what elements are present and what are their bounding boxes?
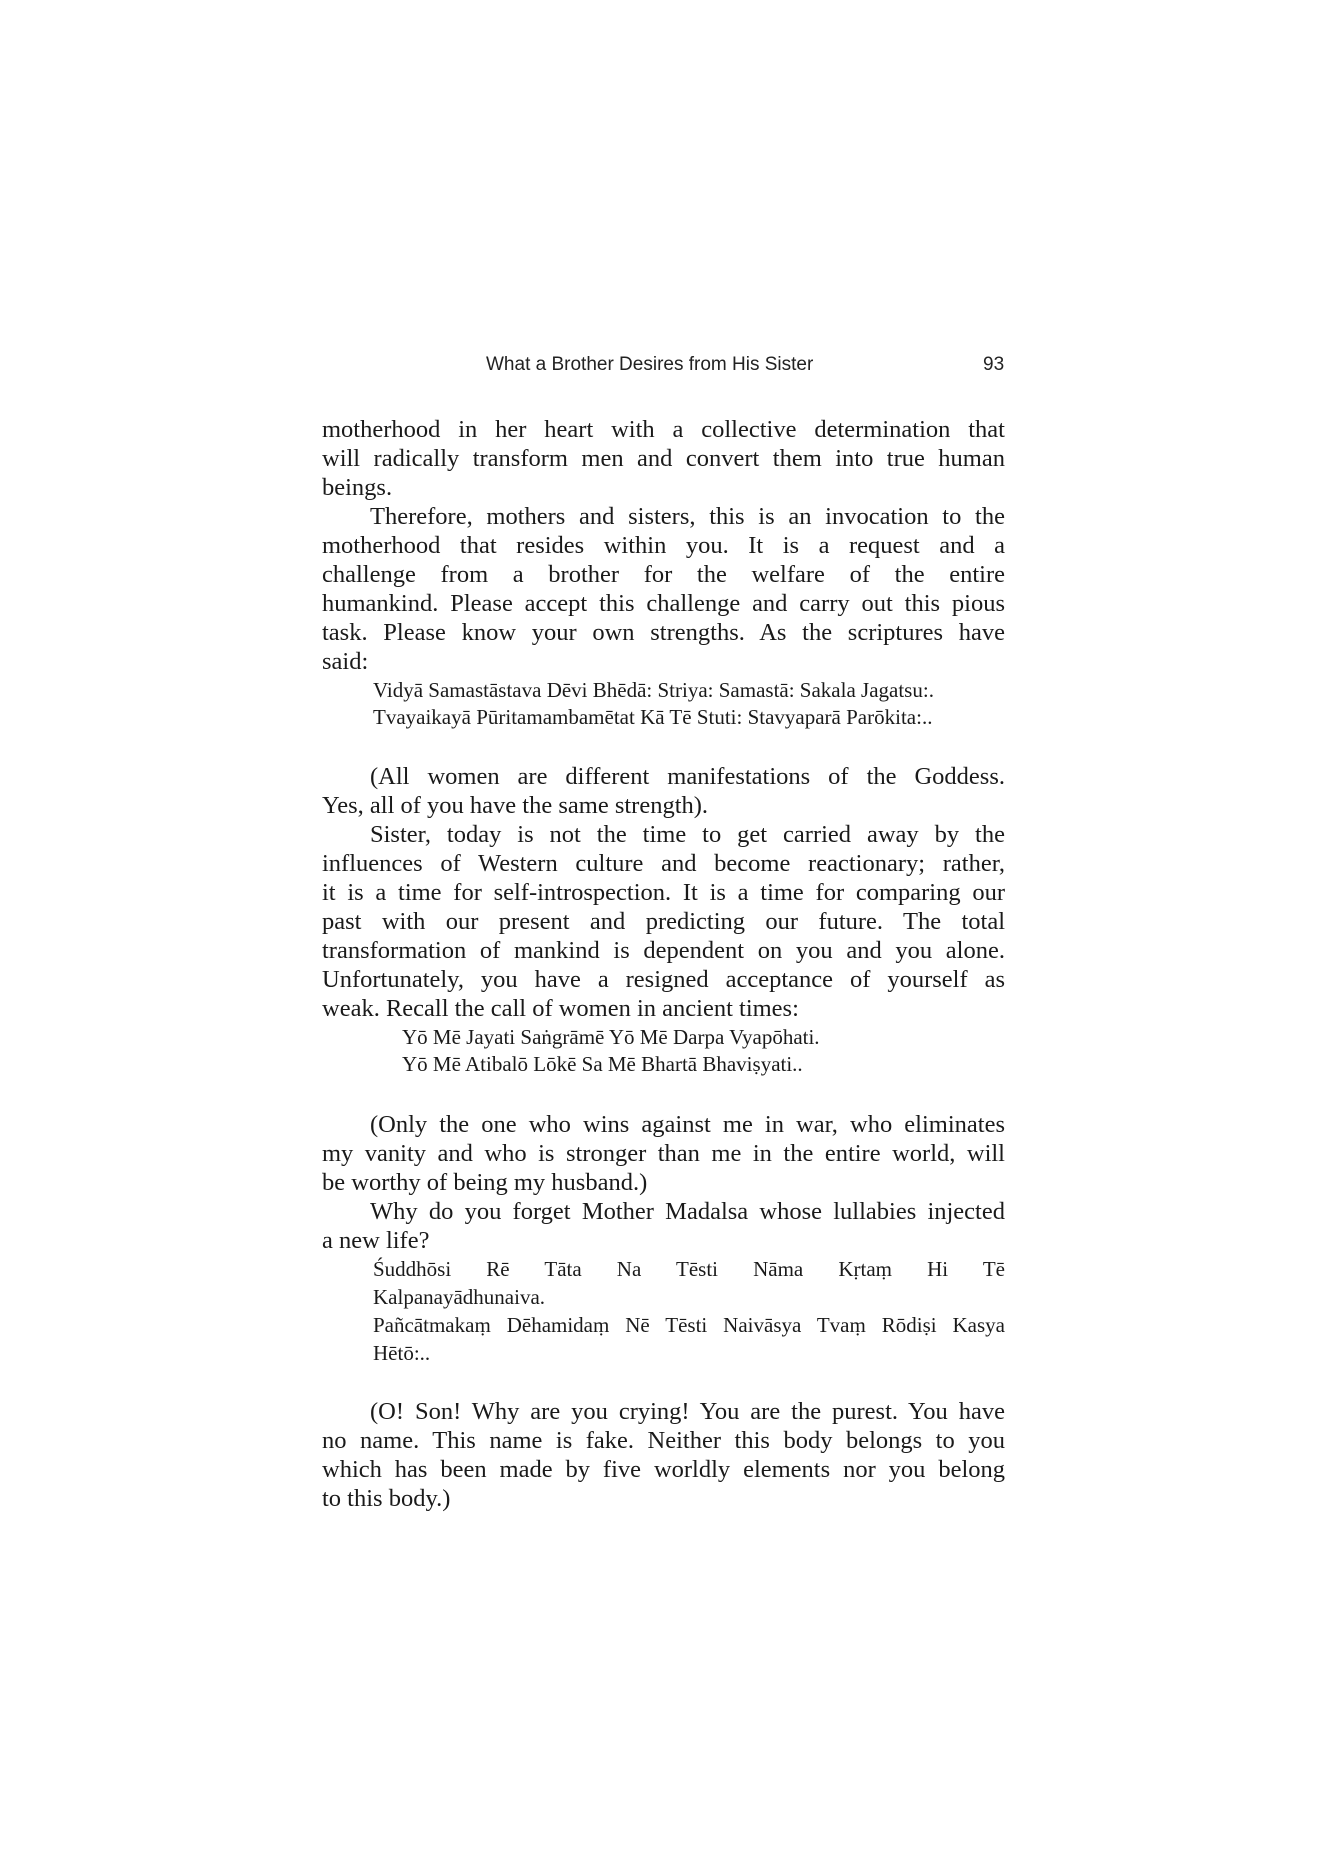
body-line: a new life? bbox=[322, 1227, 430, 1254]
body-line: Therefore, mothers and sisters, this is an invocation to the bbox=[370, 503, 1005, 530]
body-line: beings. bbox=[322, 474, 393, 501]
verse-line: Vidyā Samastāstava Dēvi Bhēdā: Striya: Samastā: Sakala Jagatsu:. bbox=[373, 678, 934, 702]
body-line: will radically transform men and convert them into true human bbox=[322, 445, 1005, 472]
verse-line: Pañcātmakaṃ Dēhamidaṃ Nē Tēsti Naivāsya Tvaṃ Rōdiṣi Kasya bbox=[373, 1313, 1005, 1337]
body-line: influences of Western culture and become reactionary; rather, bbox=[322, 850, 1005, 877]
body-line: (Only the one who wins against me in war, who eliminates bbox=[370, 1111, 1005, 1138]
verse-line: Yō Mē Atibalō Lōkē Sa Mē Bhartā Bhaviṣyati.. bbox=[402, 1052, 803, 1076]
running-header-title: What a Brother Desires from His Sister bbox=[486, 354, 814, 375]
page-number: 93 bbox=[983, 354, 1005, 375]
body-line: Sister, today is not the time to get carried away by the bbox=[370, 821, 1005, 848]
verse-line: Śuddhōsi Rē Tāta Na Tēsti Nāma Kṛtaṃ Hi Tē bbox=[373, 1257, 1005, 1281]
body-line: no name. This name is fake. Neither this body belongs to you bbox=[322, 1427, 1005, 1454]
body-line: Yes, all of you have the same strength). bbox=[322, 792, 709, 819]
body-line: weak. Recall the call of women in ancient times: bbox=[322, 995, 799, 1022]
verse-line: Hētō:.. bbox=[373, 1341, 431, 1365]
verse-line: Yō Mē Jayati Saṅgrāmē Yō Mē Darpa Vyapōhati. bbox=[402, 1025, 820, 1049]
verse-line: Kalpanayādhunaiva. bbox=[373, 1285, 546, 1309]
body-line: to this body.) bbox=[322, 1485, 451, 1512]
body-line: my vanity and who is stronger than me in the entire world, will bbox=[322, 1140, 1005, 1167]
body-line: motherhood that resides within you. It is a request and a bbox=[322, 532, 1005, 559]
body-line: said: bbox=[322, 648, 369, 675]
body-line: challenge from a brother for the welfare of the entire bbox=[322, 561, 1005, 588]
body-line: task. Please know your own strengths. As the scriptures have bbox=[322, 619, 1005, 646]
body-line: transformation of mankind is dependent on you and you alone. bbox=[322, 937, 1005, 964]
body-line: which has been made by five worldly elements nor you belong bbox=[322, 1456, 1005, 1483]
body-line: past with our present and predicting our future. The total bbox=[322, 908, 1005, 935]
body-line: motherhood in her heart with a collective determination that bbox=[322, 416, 1005, 443]
body-line: humankind. Please accept this challenge and carry out this pious bbox=[322, 590, 1005, 617]
body-line: Unfortunately, you have a resigned acceptance of yourself as bbox=[322, 966, 1005, 993]
body-line: Why do you forget Mother Madalsa whose lullabies injected bbox=[370, 1198, 1005, 1225]
body-line: (O! Son! Why are you crying! You are the purest. You have bbox=[370, 1398, 1005, 1425]
verse-line: Tvayaikayā Pūritamambamētat Kā Tē Stuti: Stavyaparā Parōkita:.. bbox=[373, 705, 933, 729]
body-line: it is a time for self-introspection. It is a time for comparing our bbox=[322, 879, 1005, 906]
body-line: (All women are different manifestations of the Goddess. bbox=[370, 763, 1005, 790]
body-line: be worthy of being my husband.) bbox=[322, 1169, 648, 1196]
